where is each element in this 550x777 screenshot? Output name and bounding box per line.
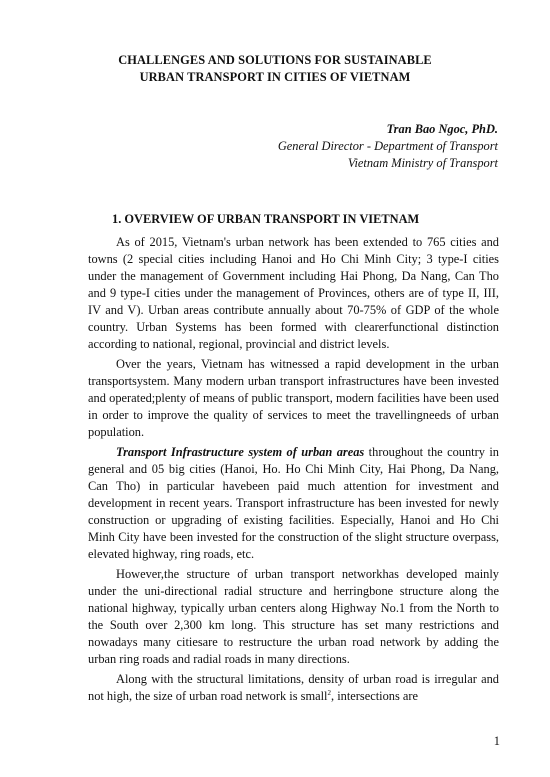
title-line-2: URBAN TRANSPORT IN CITIES OF VIETNAM <box>139 70 411 84</box>
title-line-1: CHALLENGES AND SOLUTIONS FOR SUSTAINABLE <box>118 53 432 67</box>
paragraph-3-text: throughout the country in general and 05 big cities (Hanoi, Ho. Ho Chi Minh City, Hai Phong, Da Nang, Can Tho) in particular havebeen paid much attention for investment and development in recent years. Transport infrastructure has been invested for newly construction or upgrading of existing facilities. Especially, Hanoi and Ho Chi Minh City have been invested for the construction of the slight structure overpass, elevated highway, ring roads, etc. <box>88 445 499 561</box>
paragraph-3 <box>88 444 499 563</box>
paragraph-5-text: Along with the structural limitations, density of urban road is irregular and not high, the size of urban road network is small <box>88 672 499 703</box>
paragraph-3-lead: Transport Infrastructure system of urban areas <box>116 445 365 459</box>
paragraph-5-tail: , intersections are <box>331 689 419 703</box>
author-block <box>278 121 498 172</box>
paragraph-1: As of 2015, Vietnam's urban network has been extended to 765 cities and towns (2 special cities including Hanoi and Ho Chi Minh City; 3 type-I cities under the management of Government including Hai Phong, Da Nang, Can Tho and 9 type-I cities under the management of Provinces, others are of type II, III, IV and V). Urban areas contribute annually about 70-75% of GDP of the whole country. Urban Systems has been formed with clearerfunctional distinction according to national, regional, provincial and district levels. <box>88 235 499 351</box>
page-number: 1 <box>493 734 500 748</box>
author-organization: Vietnam Ministry of Transport <box>347 156 498 170</box>
author-name: Tran Bao Ngoc, PhD. <box>386 122 498 136</box>
paragraph-4: However,the structure of urban transport networkhas developed mainly under the uni-directional radial structure and herringbone structure along the national highway, typically urban centers along Highway No.1 from the North to the South over 2,300 km long. This structure has set many restrictions and nowadays many citiesare to restructure the urban road network by adding the urban ring roads and radial roads in many directions. <box>88 567 499 666</box>
footnote-marker: 2 <box>327 688 331 697</box>
paragraph-5 <box>88 671 499 705</box>
section-heading: 1. OVERVIEW OF URBAN TRANSPORT IN VIETNAM <box>112 212 420 226</box>
paragraph-2: Over the years, Vietnam has witnessed a rapid development in the urban transportsystem. Many modern urban transport infrastructures have been invested and operated;plenty of means of public transport, modern facilities have been used in order to improve the quality of services to meet the travellingneeds of urban population. <box>88 357 499 439</box>
document-title <box>0 52 550 86</box>
author-position: General Director - Department of Transport <box>277 139 498 153</box>
body-text <box>88 234 499 708</box>
